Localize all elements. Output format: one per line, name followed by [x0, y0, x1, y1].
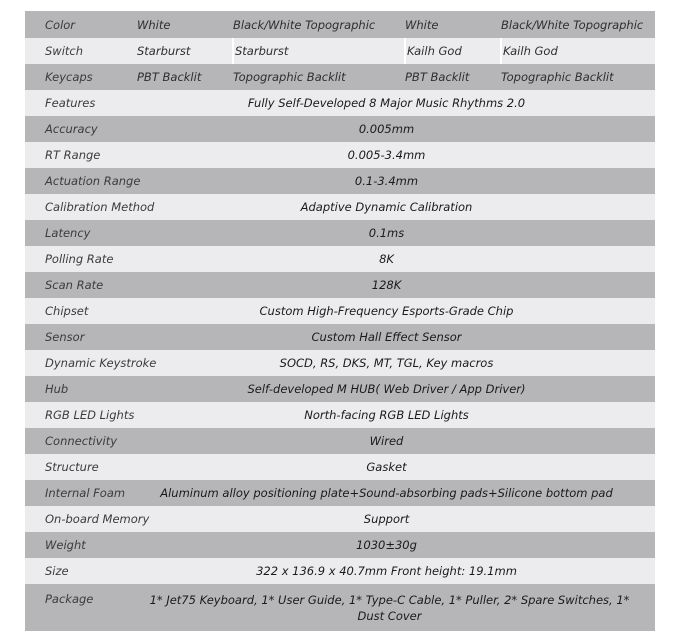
variant-cells [136, 11, 655, 38]
variant-cells [136, 64, 655, 90]
row-label: Calibration Method [45, 200, 155, 214]
spec-row-internal-foam [25, 480, 655, 506]
spec-row-features [25, 90, 655, 116]
row-label: Accuracy [45, 122, 98, 136]
spec-row-rgb-led-lights [25, 402, 655, 428]
row-value: 1030±30g [356, 538, 417, 552]
spec-row-package [25, 584, 655, 631]
spec-row-scan-rate [25, 272, 655, 298]
spec-row-weight [25, 532, 655, 558]
variant-cell: White [405, 17, 439, 32]
row-label: Dynamic Keystroke [45, 356, 157, 370]
row-label: Features [45, 96, 96, 110]
row-label: Switch [45, 44, 84, 58]
row-label: Package [45, 592, 94, 606]
spec-row-sensor [25, 324, 655, 350]
variant-row-switch [25, 38, 655, 64]
spec-row-calibration-method [25, 194, 655, 220]
spec-row-polling-rate [25, 246, 655, 272]
spec-row-rt-range [25, 142, 655, 168]
variant-cell: Starburst [232, 38, 404, 64]
row-value: 0.1-3.4mm [354, 174, 419, 188]
row-value: Wired [369, 434, 404, 448]
row-label: Chipset [45, 304, 89, 318]
spec-row-actuation-range [25, 168, 655, 194]
variant-cell: Starburst [137, 44, 191, 58]
row-value: 8K [379, 252, 394, 266]
spec-row-on-board-memory [25, 506, 655, 532]
variant-cell: Black/White Topographic [233, 17, 376, 32]
row-value: North-facing RGB LED Lights [304, 408, 469, 422]
row-label: Size [45, 564, 69, 578]
spec-row-accuracy [25, 116, 655, 142]
variant-row-keycaps [25, 64, 655, 90]
spec-row-latency [25, 220, 655, 246]
row-label: RT Range [45, 148, 101, 162]
spec-row-chipset [25, 298, 655, 324]
variant-cell: Kailh God [404, 38, 500, 64]
spec-table [25, 11, 655, 631]
spec-row-hub [25, 376, 655, 402]
row-value: Custom High-Frequency Esports-Grade Chip [259, 304, 514, 318]
row-label: Polling Rate [45, 252, 114, 266]
row-label: Structure [45, 460, 99, 474]
variant-cells [136, 38, 655, 64]
row-value: 1* Jet75 Keyboard, 1* User Guide, 1* Type-C Cable, 1* Puller, 2* Spare Switches, 1* Dust Cover [149, 592, 630, 623]
row-value: Self-developed M HUB( Web Driver / App Driver) [247, 382, 526, 396]
row-label: Hub [45, 382, 69, 396]
variant-row-color [25, 11, 655, 38]
row-value: 0.1ms [368, 226, 405, 240]
variant-cell: White [137, 17, 171, 32]
row-label: Connectivity [45, 434, 118, 448]
variant-cell: Topographic Backlit [233, 70, 346, 84]
row-value: Custom Hall Effect Sensor [311, 330, 462, 344]
row-label: Internal Foam [45, 486, 126, 500]
row-value: Aluminum alloy positioning plate+Sound-absorbing pads+Silicone bottom pad [160, 486, 613, 500]
row-value: 0.005-3.4mm [347, 148, 426, 162]
row-label: Actuation Range [45, 174, 141, 188]
spec-row-structure [25, 454, 655, 480]
spec-row-connectivity [25, 428, 655, 454]
row-value: Gasket [366, 460, 407, 474]
variant-cell: Kailh God [500, 38, 655, 64]
row-value: SOCD, RS, DKS, MT, TGL, Key macros [279, 356, 494, 370]
variant-cell: Topographic Backlit [501, 70, 614, 84]
row-label: Scan Rate [45, 278, 104, 292]
row-label: Sensor [45, 330, 85, 344]
row-value: Support [363, 512, 410, 526]
row-value: Fully Self-Developed 8 Major Music Rhythms 2.0 [247, 96, 526, 110]
spec-row-dynamic-keystroke [25, 350, 655, 376]
row-label: Latency [45, 226, 91, 240]
row-label: On-board Memory [45, 512, 150, 526]
spec-row-size [25, 558, 655, 584]
row-value: 128K [371, 278, 402, 292]
row-value: Adaptive Dynamic Calibration [300, 200, 473, 214]
row-label: RGB LED Lights [45, 408, 135, 422]
row-label: Color [45, 17, 76, 32]
row-label: Weight [45, 538, 86, 552]
variant-cell: Black/White Topographic [501, 17, 644, 32]
row-value: 0.005mm [358, 122, 415, 136]
row-value: 322 x 136.9 x 40.7mm Front height: 19.1mm [256, 564, 517, 578]
variant-cell: PBT Backlit [137, 70, 202, 84]
row-label: Keycaps [45, 70, 93, 84]
variant-cell: PBT Backlit [405, 70, 470, 84]
